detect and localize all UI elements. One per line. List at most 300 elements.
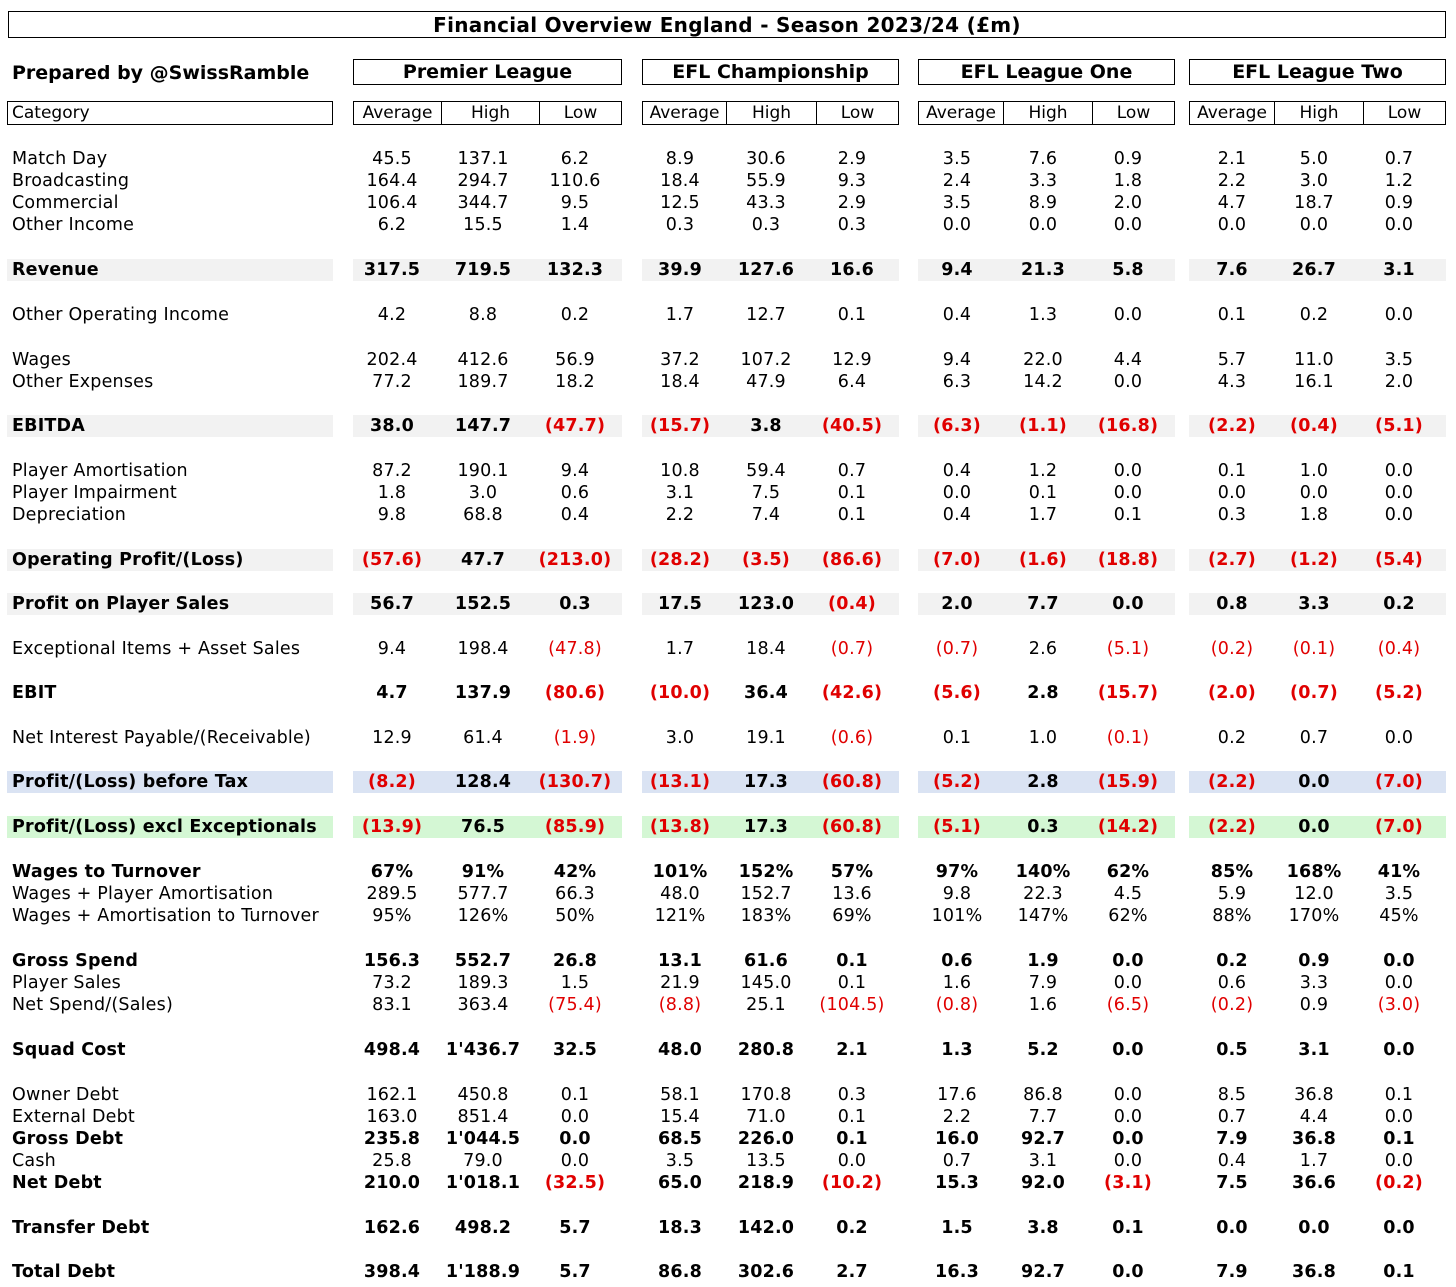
cell-premier-league-average: 235.8 (363, 1129, 421, 1149)
row-label: Owner Debt (12, 1085, 119, 1105)
cell-premier-league-high: 3.0 (468, 483, 498, 503)
cell-efl-championship-low: (60.8) (821, 772, 883, 792)
cell-efl-league-two-high: 3.1 (1298, 1040, 1330, 1060)
cell-efl-league-two-low: 0.0 (1383, 951, 1415, 971)
cell-efl-league-two-high: 3.3 (1299, 973, 1329, 993)
cell-efl-league-two-low: 1.2 (1384, 171, 1414, 191)
cell-efl-championship-low: 0.1 (837, 483, 867, 503)
cell-efl-league-two-low: (7.0) (1375, 772, 1423, 792)
cell-efl-league-two-low: 0.0 (1384, 305, 1414, 325)
cell-efl-league-one-low: (3.1) (1104, 1173, 1152, 1193)
cell-premier-league-high: 412.6 (457, 350, 509, 370)
cell-efl-championship-high: 30.6 (746, 149, 786, 169)
cell-efl-championship-low: 0.2 (836, 1218, 868, 1238)
cell-premier-league-high: 68.8 (463, 505, 503, 525)
cell-efl-league-two-high: 5.0 (1299, 149, 1329, 169)
cell-efl-league-one-high: 2.6 (1028, 639, 1058, 659)
cell-efl-league-two-average: 0.7 (1217, 1107, 1247, 1127)
cell-premier-league-low: 42% (553, 862, 597, 882)
cell-efl-league-one-high: 86.8 (1023, 1085, 1063, 1105)
cell-efl-league-one-average: 9.4 (941, 260, 973, 280)
cell-efl-league-one-average: 1.3 (941, 1040, 973, 1060)
cell-efl-league-two-low: 3.1 (1383, 260, 1415, 280)
cell-premier-league-low: 0.2 (560, 305, 590, 325)
cell-premier-league-low: (75.4) (548, 995, 602, 1015)
cell-efl-league-one-low: 0.1 (1112, 1218, 1144, 1238)
cell-efl-championship-average: 15.4 (660, 1107, 700, 1127)
cell-efl-championship-high: 7.4 (751, 505, 781, 525)
cell-efl-league-one-low: (14.2) (1097, 817, 1159, 837)
cell-efl-league-one-average: 1.5 (941, 1218, 973, 1238)
cell-efl-league-one-high: 147% (1017, 906, 1069, 926)
cell-efl-league-one-average: 0.7 (942, 1151, 972, 1171)
cell-efl-championship-high: 152.7 (740, 884, 792, 904)
cell-efl-championship-low: 0.1 (837, 973, 867, 993)
cell-efl-league-one-low: (15.7) (1097, 683, 1159, 703)
cell-efl-league-two-low: 0.1 (1384, 1085, 1414, 1105)
cell-efl-league-two-high: 168% (1286, 862, 1342, 882)
cell-efl-championship-low: 6.4 (837, 372, 867, 392)
cell-premier-league-average: 6.2 (377, 215, 407, 235)
cell-efl-league-two-high: (0.7) (1290, 683, 1338, 703)
cell-efl-league-one-high: 22.0 (1023, 350, 1063, 370)
cell-efl-league-two-high: 26.7 (1292, 260, 1336, 280)
cell-efl-league-two-average: (2.7) (1208, 550, 1256, 570)
cell-premier-league-low: 50% (555, 906, 595, 926)
cell-efl-league-one-high: 5.2 (1027, 1040, 1059, 1060)
subheader-high: High (726, 102, 816, 124)
cell-efl-league-two-average: (2.2) (1208, 772, 1256, 792)
cell-efl-league-one-low: 0.0 (1113, 483, 1143, 503)
cell-efl-championship-average: 2.2 (665, 505, 695, 525)
cell-efl-league-one-high: 3.3 (1028, 171, 1058, 191)
cell-premier-league-low: 0.0 (560, 1107, 590, 1127)
cell-efl-league-one-low: 0.0 (1112, 1262, 1144, 1282)
cell-efl-championship-average: 86.8 (658, 1262, 702, 1282)
cell-efl-championship-low: 0.0 (837, 1151, 867, 1171)
cell-efl-league-one-low: 4.5 (1113, 884, 1143, 904)
cell-efl-league-two-average: 0.0 (1217, 483, 1247, 503)
cell-efl-league-two-average: 0.1 (1217, 305, 1247, 325)
cell-efl-championship-low: 0.7 (837, 461, 867, 481)
cell-efl-league-one-average: 16.0 (935, 1129, 979, 1149)
cell-efl-league-one-high: 14.2 (1023, 372, 1063, 392)
cell-efl-league-one-high: 92.0 (1021, 1173, 1065, 1193)
cell-efl-championship-average: 21.9 (660, 973, 700, 993)
cell-efl-league-two-high: 0.0 (1298, 772, 1330, 792)
cell-efl-championship-low: (42.6) (821, 683, 883, 703)
cell-premier-league-average: 163.0 (366, 1107, 418, 1127)
cell-efl-league-two-low: 0.1 (1383, 1262, 1415, 1282)
cell-efl-league-two-high: 36.8 (1294, 1085, 1334, 1105)
cell-premier-league-high: 190.1 (457, 461, 509, 481)
cell-efl-championship-low: (104.5) (819, 995, 885, 1015)
cell-efl-league-one-low: 0.0 (1112, 594, 1144, 614)
cell-efl-championship-low: 69% (832, 906, 872, 926)
cell-premier-league-average: 156.3 (363, 951, 421, 971)
cell-efl-league-one-average: (0.8) (935, 995, 979, 1015)
row-label: Total Debt (12, 1262, 116, 1282)
cell-efl-championship-high: 218.9 (737, 1173, 795, 1193)
subheader-row-efl-championship (642, 101, 899, 125)
cell-efl-league-two-low: (5.4) (1375, 550, 1423, 570)
cell-premier-league-average: 4.7 (376, 683, 408, 703)
cell-efl-championship-high: (3.5) (742, 550, 790, 570)
cell-premier-league-low: 1.4 (560, 215, 590, 235)
cell-premier-league-high: 1'188.9 (445, 1262, 521, 1282)
cell-premier-league-high: 8.8 (468, 305, 498, 325)
cell-premier-league-average: 9.8 (377, 505, 407, 525)
subheader-low: Low (1363, 102, 1445, 124)
cell-premier-league-average: 162.1 (366, 1085, 418, 1105)
cell-efl-championship-average: 37.2 (660, 350, 700, 370)
cell-efl-championship-high: 280.8 (737, 1040, 795, 1060)
cell-efl-league-two-high: 0.2 (1299, 305, 1329, 325)
subheader-row-efl-league-one (918, 101, 1175, 125)
cell-efl-league-one-high: 2.8 (1027, 683, 1059, 703)
league-header-efl-championship: EFL Championship (642, 59, 899, 85)
cell-efl-league-two-high: 0.9 (1299, 995, 1329, 1015)
cell-efl-league-two-low: 0.0 (1384, 728, 1414, 748)
cell-efl-league-one-high: 0.1 (1028, 483, 1058, 503)
cell-efl-league-two-high: (1.2) (1290, 550, 1338, 570)
cell-efl-league-one-low: (15.9) (1097, 772, 1159, 792)
cell-efl-championship-high: 123.0 (737, 594, 795, 614)
cell-premier-league-high: 1'436.7 (445, 1040, 521, 1060)
cell-efl-league-two-average: 5.7 (1217, 350, 1247, 370)
cell-efl-league-one-high: 1.0 (1028, 728, 1058, 748)
cell-efl-championship-low: 2.7 (836, 1262, 868, 1282)
cell-efl-league-one-average: 0.0 (942, 483, 972, 503)
cell-premier-league-average: 398.4 (363, 1262, 421, 1282)
cell-premier-league-high: 189.3 (457, 973, 509, 993)
cell-efl-league-two-low: 41% (1377, 862, 1421, 882)
cell-efl-championship-average: 39.9 (658, 260, 702, 280)
cell-efl-league-one-low: 5.8 (1112, 260, 1144, 280)
cell-efl-league-two-average: 5.9 (1217, 884, 1247, 904)
cell-efl-championship-high: 13.5 (746, 1151, 786, 1171)
cell-efl-championship-high: 71.0 (746, 1107, 786, 1127)
cell-efl-championship-average: 1.7 (665, 305, 695, 325)
cell-premier-league-high: 47.7 (461, 550, 505, 570)
cell-efl-league-one-average: 3.5 (942, 149, 972, 169)
cell-efl-league-two-high: 1.0 (1299, 461, 1329, 481)
cell-efl-championship-high: 0.3 (751, 215, 781, 235)
cell-efl-league-two-high: 0.9 (1298, 951, 1330, 971)
cell-efl-championship-low: 0.1 (836, 1129, 868, 1149)
cell-efl-championship-high: 127.6 (737, 260, 795, 280)
cell-premier-league-low: 0.0 (559, 1129, 591, 1149)
cell-efl-league-two-average: 7.6 (1216, 260, 1248, 280)
cell-premier-league-high: 126% (457, 906, 509, 926)
cell-efl-league-one-low: 1.8 (1113, 171, 1143, 191)
cell-efl-championship-high: 226.0 (737, 1129, 795, 1149)
cell-efl-league-one-average: 97% (935, 862, 979, 882)
cell-premier-league-low: (213.0) (538, 550, 612, 570)
cell-efl-league-one-average: 6.3 (942, 372, 972, 392)
cell-efl-championship-low: (10.2) (821, 1173, 883, 1193)
row-label: Net Interest Payable/(Receivable) (12, 728, 311, 748)
cell-efl-championship-low: 0.3 (837, 215, 867, 235)
cell-efl-league-two-average: (2.0) (1208, 683, 1256, 703)
row-label: Broadcasting (12, 171, 130, 191)
cell-premier-league-high: 76.5 (461, 817, 505, 837)
row-label: Profit/(Loss) before Tax (12, 772, 249, 792)
cell-efl-league-two-average: 0.3 (1217, 505, 1247, 525)
row-label: Squad Cost (12, 1040, 126, 1060)
cell-premier-league-average: 12.9 (372, 728, 412, 748)
cell-efl-league-one-low: 4.4 (1113, 350, 1143, 370)
cell-efl-championship-low: 12.9 (832, 350, 872, 370)
row-label: Wages (12, 350, 71, 370)
subheader-row-premier-league (353, 101, 622, 125)
cell-efl-championship-high: 61.6 (744, 951, 788, 971)
cell-efl-league-two-average: 7.9 (1216, 1262, 1248, 1282)
cell-premier-league-low: 132.3 (546, 260, 604, 280)
cell-efl-league-one-low: 0.0 (1113, 1151, 1143, 1171)
cell-efl-league-two-average: 0.2 (1217, 728, 1247, 748)
league-header-efl-league-two: EFL League Two (1189, 59, 1446, 85)
cell-premier-league-average: 289.5 (366, 884, 418, 904)
cell-efl-league-two-average: 4.7 (1217, 193, 1247, 213)
cell-efl-championship-average: 101% (652, 862, 708, 882)
cell-efl-league-one-high: 0.0 (1028, 215, 1058, 235)
cell-efl-championship-average: 17.5 (658, 594, 702, 614)
cell-premier-league-low: (1.9) (553, 728, 597, 748)
cell-efl-league-one-low: 0.0 (1113, 372, 1143, 392)
cell-efl-league-one-low: 0.0 (1113, 305, 1143, 325)
subheader-average: Average (362, 103, 433, 123)
cell-premier-league-low: (32.5) (544, 1173, 606, 1193)
cell-premier-league-high: 61.4 (463, 728, 503, 748)
cell-efl-championship-average: 68.5 (658, 1129, 702, 1149)
cell-efl-league-two-low: 45% (1379, 906, 1419, 926)
cell-efl-league-two-low: (0.2) (1375, 1173, 1423, 1193)
cell-efl-championship-low: 0.1 (837, 305, 867, 325)
row-label: Operating Profit/(Loss) (12, 550, 244, 570)
cell-premier-league-average: 87.2 (372, 461, 412, 481)
cell-efl-championship-low: (86.6) (821, 550, 883, 570)
cell-efl-league-one-high: 7.7 (1028, 1107, 1058, 1127)
cell-efl-league-one-low: (0.1) (1106, 728, 1150, 748)
subheader-low: Low (539, 102, 621, 124)
subheader-low: Low (1092, 102, 1174, 124)
cell-premier-league-average: (57.6) (361, 550, 423, 570)
cell-efl-championship-high: 36.4 (744, 683, 788, 703)
row-label: Commercial (12, 193, 119, 213)
cell-efl-league-two-low: 0.0 (1384, 973, 1414, 993)
cell-efl-league-two-average: 0.1 (1217, 461, 1247, 481)
cell-efl-league-two-high: 18.7 (1294, 193, 1334, 213)
row-label: Net Spend/(Sales) (12, 995, 173, 1015)
cell-premier-league-high: 294.7 (457, 171, 509, 191)
row-label: Gross Spend (12, 951, 139, 971)
cell-efl-league-one-high: (1.1) (1019, 416, 1067, 436)
cell-efl-league-one-average: 0.0 (942, 215, 972, 235)
cell-efl-championship-average: 121% (654, 906, 706, 926)
cell-efl-league-one-average: 2.2 (942, 1107, 972, 1127)
row-label: Profit on Player Sales (12, 594, 230, 614)
cell-efl-championship-low: (0.4) (828, 594, 876, 614)
subheader-average: Average (926, 103, 996, 123)
cell-efl-league-two-high: 1.8 (1299, 505, 1329, 525)
cell-premier-league-low: (47.8) (548, 639, 602, 659)
row-label: Revenue (12, 260, 99, 280)
cell-efl-championship-average: 13.1 (658, 951, 702, 971)
cell-efl-league-one-low: 0.9 (1113, 149, 1143, 169)
cell-efl-league-two-high: 12.0 (1294, 884, 1334, 904)
cell-efl-league-two-high: 36.6 (1292, 1173, 1336, 1193)
cell-efl-league-one-high: 92.7 (1021, 1129, 1065, 1149)
cell-premier-league-high: 498.2 (454, 1218, 512, 1238)
subheader-high: High (441, 102, 539, 124)
cell-premier-league-average: 1.8 (377, 483, 407, 503)
cell-efl-championship-low: 57% (830, 862, 874, 882)
cell-efl-league-one-low: (6.5) (1106, 995, 1150, 1015)
subheader-average: Average (1197, 103, 1267, 123)
cell-efl-league-two-average: (0.2) (1210, 995, 1254, 1015)
cell-premier-league-high: 1'044.5 (445, 1129, 521, 1149)
cell-efl-championship-low: (40.5) (821, 416, 883, 436)
cell-efl-championship-average: 0.3 (665, 215, 695, 235)
cell-premier-league-high: 189.7 (457, 372, 509, 392)
row-label: Depreciation (12, 505, 127, 525)
cell-efl-league-two-high: 1.7 (1299, 1151, 1329, 1171)
cell-premier-league-average: 77.2 (372, 372, 412, 392)
cell-efl-league-one-low: 0.0 (1113, 461, 1143, 481)
cell-efl-league-one-low: 0.0 (1112, 1040, 1144, 1060)
row-label: Player Impairment (12, 483, 177, 503)
cell-efl-league-two-high: 0.0 (1298, 1218, 1330, 1238)
subheader-low: Low (816, 102, 898, 124)
cell-premier-league-high: 15.5 (463, 215, 503, 235)
cell-efl-championship-low: 2.1 (836, 1040, 868, 1060)
cell-efl-league-two-low: 0.1 (1383, 1129, 1415, 1149)
cell-efl-league-two-low: (5.2) (1375, 683, 1423, 703)
subheader-row-efl-league-two (1189, 101, 1446, 125)
cell-efl-league-one-low: 0.0 (1112, 951, 1144, 971)
cell-efl-league-one-high: 1.9 (1027, 951, 1059, 971)
cell-efl-championship-low: 0.1 (836, 951, 868, 971)
cell-efl-league-two-average: 0.4 (1217, 1151, 1247, 1171)
cell-efl-championship-average: 18.4 (660, 171, 700, 191)
row-label: Other Expenses (12, 372, 154, 392)
cell-efl-championship-low: 0.3 (837, 1085, 867, 1105)
cell-efl-league-two-average: 0.0 (1216, 1218, 1248, 1238)
cell-efl-championship-high: 17.3 (744, 817, 788, 837)
cell-efl-championship-high: 43.3 (746, 193, 786, 213)
cell-premier-league-high: 198.4 (457, 639, 509, 659)
cell-premier-league-low: 0.1 (560, 1085, 590, 1105)
cell-efl-league-one-average: 1.6 (942, 973, 972, 993)
cell-efl-league-one-average: 0.4 (942, 461, 972, 481)
cell-efl-championship-low: (0.6) (830, 728, 874, 748)
cell-efl-championship-high: 18.4 (746, 639, 786, 659)
subheader-average: Average (649, 103, 720, 123)
cell-efl-league-one-average: 2.4 (942, 171, 972, 191)
cell-efl-league-one-high: 7.7 (1027, 594, 1059, 614)
cell-premier-league-low: (130.7) (538, 772, 612, 792)
cell-premier-league-low: 32.5 (553, 1040, 597, 1060)
cell-efl-championship-high: 152% (738, 862, 794, 882)
cell-efl-league-two-low: 0.7 (1384, 149, 1414, 169)
cell-efl-league-one-high: (1.6) (1019, 550, 1067, 570)
cell-premier-league-average: 164.4 (366, 171, 418, 191)
cell-efl-league-two-average: 8.5 (1217, 1085, 1247, 1105)
cell-efl-league-one-average: 0.4 (942, 305, 972, 325)
cell-efl-league-one-average: (5.1) (933, 817, 981, 837)
cell-premier-league-low: 9.5 (560, 193, 590, 213)
cell-efl-championship-average: 58.1 (660, 1085, 700, 1105)
cell-efl-league-one-low: (18.8) (1097, 550, 1159, 570)
cell-efl-league-two-low: 0.9 (1384, 193, 1414, 213)
cell-efl-league-one-low: 0.0 (1113, 973, 1143, 993)
cell-efl-league-two-average: 7.5 (1216, 1173, 1248, 1193)
cell-efl-championship-low: 0.1 (837, 505, 867, 525)
cell-premier-league-high: 851.4 (457, 1107, 509, 1127)
cell-efl-championship-low: (0.7) (830, 639, 874, 659)
cell-premier-league-average: 162.6 (363, 1218, 421, 1238)
cell-efl-league-two-high: 36.8 (1292, 1129, 1336, 1149)
cell-premier-league-average: 56.7 (370, 594, 414, 614)
cell-efl-league-two-low: 0.0 (1383, 1218, 1415, 1238)
cell-premier-league-average: 498.4 (363, 1040, 421, 1060)
cell-efl-league-one-average: (5.6) (933, 683, 981, 703)
cell-efl-championship-average: 18.3 (658, 1218, 702, 1238)
cell-efl-league-one-high: 3.1 (1028, 1151, 1058, 1171)
cell-efl-league-two-high: 16.1 (1294, 372, 1334, 392)
cell-efl-league-two-low: (3.0) (1377, 995, 1421, 1015)
cell-efl-championship-high: 47.9 (746, 372, 786, 392)
cell-premier-league-high: 91% (461, 862, 505, 882)
cell-premier-league-low: (80.6) (544, 683, 606, 703)
cell-efl-league-two-high: 0.7 (1299, 728, 1329, 748)
cell-efl-league-two-low: (0.4) (1377, 639, 1421, 659)
cell-efl-championship-average: 10.8 (660, 461, 700, 481)
cell-premier-league-high: 552.7 (454, 951, 512, 971)
row-label: Wages to Turnover (12, 862, 201, 882)
cell-efl-league-one-average: 2.0 (941, 594, 973, 614)
cell-efl-league-two-high: 36.8 (1292, 1262, 1336, 1282)
league-header-premier-league: Premier League (353, 59, 622, 85)
cell-efl-league-one-low: (5.1) (1106, 639, 1150, 659)
cell-premier-league-high: 137.9 (454, 683, 512, 703)
cell-efl-championship-high: 145.0 (740, 973, 792, 993)
cell-efl-championship-low: (60.8) (821, 817, 883, 837)
cell-efl-league-one-average: (5.2) (933, 772, 981, 792)
cell-efl-league-two-average: 0.5 (1216, 1040, 1248, 1060)
cell-efl-league-two-average: 2.2 (1217, 171, 1247, 191)
cell-premier-league-high: 577.7 (457, 884, 509, 904)
cell-efl-league-two-average: (0.2) (1210, 639, 1254, 659)
cell-efl-championship-high: 19.1 (746, 728, 786, 748)
cell-efl-league-two-high: (0.4) (1290, 416, 1338, 436)
cell-efl-league-one-high: 0.3 (1027, 817, 1059, 837)
league-header-efl-league-one: EFL League One (918, 59, 1175, 85)
cell-efl-league-one-average: 16.3 (935, 1262, 979, 1282)
cell-efl-league-two-low: 0.0 (1383, 1040, 1415, 1060)
cell-efl-league-two-low: (5.1) (1375, 416, 1423, 436)
cell-premier-league-low: 5.7 (559, 1262, 591, 1282)
cell-efl-league-two-high: 0.0 (1299, 483, 1329, 503)
cell-efl-championship-average: (28.2) (649, 550, 711, 570)
cell-premier-league-low: 18.2 (555, 372, 595, 392)
cell-efl-league-one-average: 9.4 (942, 350, 972, 370)
cell-efl-championship-average: (13.1) (649, 772, 711, 792)
cell-efl-league-two-average: 2.1 (1217, 149, 1247, 169)
cell-premier-league-average: 83.1 (372, 995, 412, 1015)
cell-efl-championship-average: 8.9 (665, 149, 695, 169)
